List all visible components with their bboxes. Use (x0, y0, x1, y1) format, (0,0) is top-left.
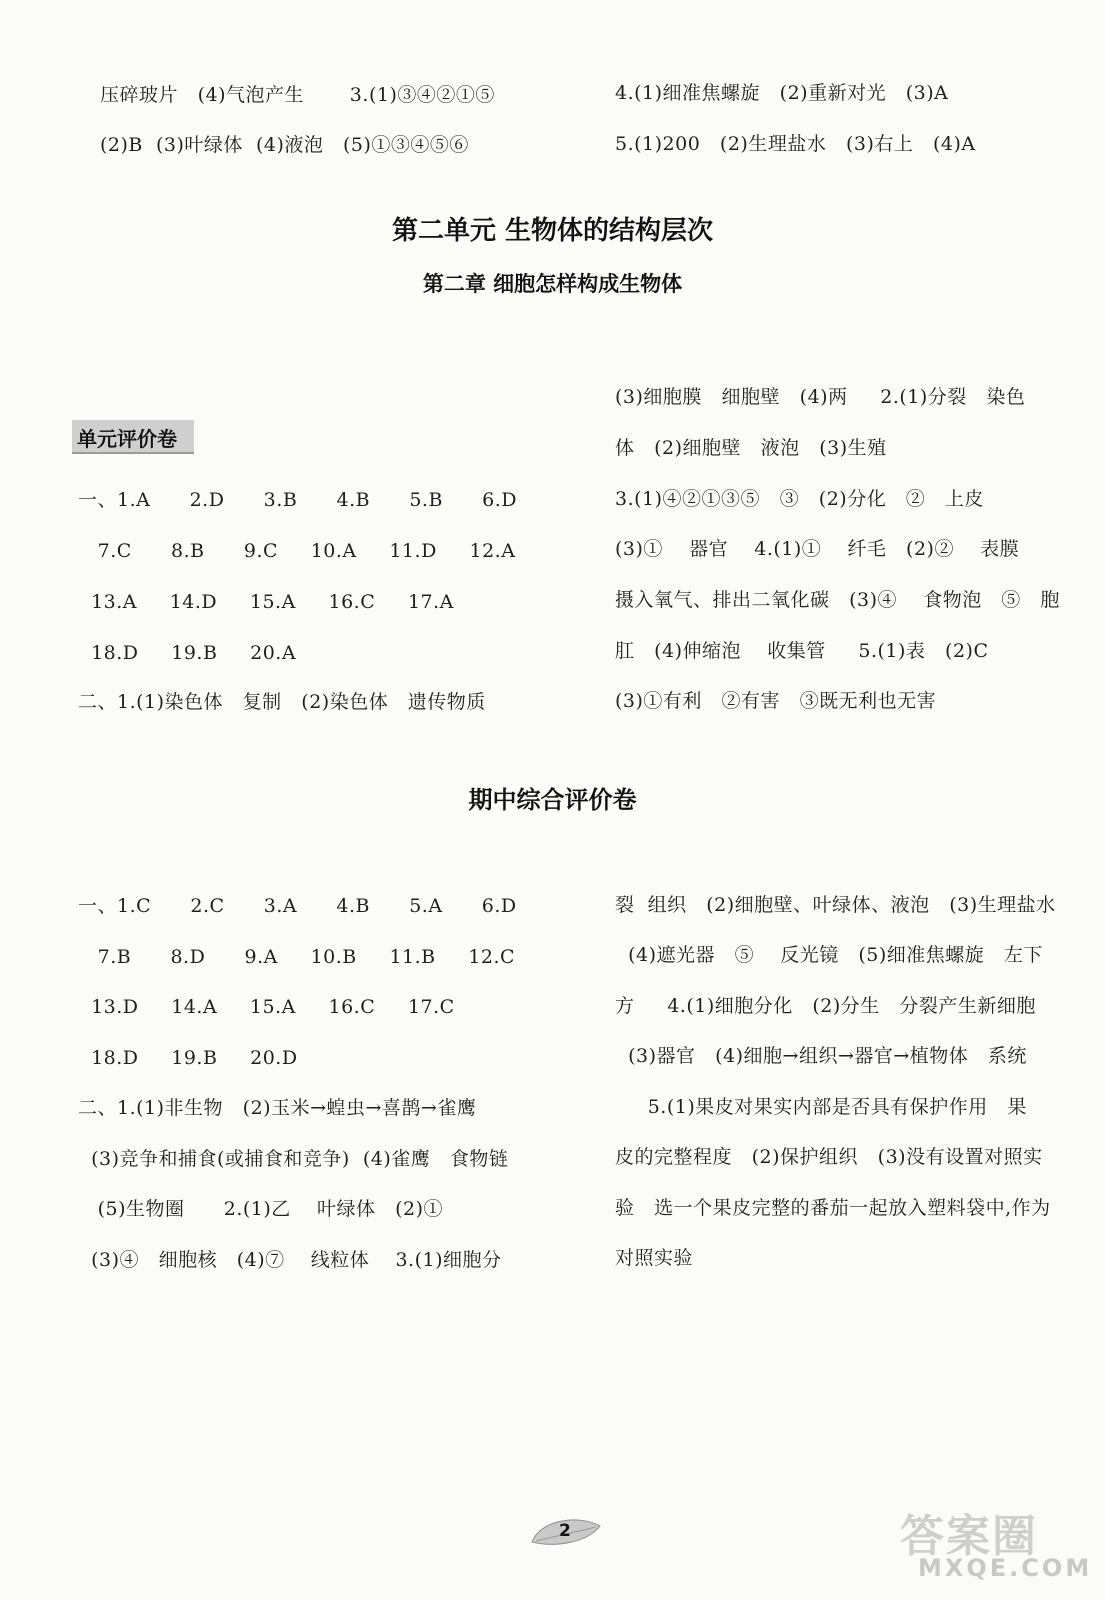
midterm-right-line-2: (4)遮光器 ⑤ 反光镜 (5)细准焦螺旋 左下 (615, 944, 1043, 966)
page-number (526, 1512, 606, 1552)
unit-eval-tag-label: 单元评价卷 (77, 427, 177, 451)
watermark-top-text: 答案圈 (900, 1511, 1038, 1562)
midterm-left-line-2: 7.B 8.D 9.A 10.B 11.B 12.C (78, 946, 516, 968)
unit-eval-right-line-3: 3.(1)④②①③⑤ ③ (2)分化 ② 上皮 (615, 488, 984, 510)
top-right-line-1: 4.(1)细准焦螺旋 (2)重新对光 (3)A (615, 82, 949, 104)
midterm-right-line-8: 对照实验 (615, 1247, 694, 1269)
midterm-right-line-1: 裂 组织 (2)细胞壁、叶绿体、液泡 (3)生理盐水 (615, 894, 1056, 916)
top-left-line-2: (2)B (3)叶绿体 (4)液泡 (5)①③④⑤⑥ (100, 134, 469, 156)
midterm-title: 期中综合评价卷 (468, 786, 637, 814)
midterm-left-line-3: 13.D 14.A 15.A 16.C 17.C (78, 996, 455, 1018)
midterm-right-line-4: (3)器官 (4)细胞→组织→器官→植物体 系统 (615, 1045, 1027, 1067)
unit-eval-right-line-5: 摄入氧气、排出二氧化碳 (3)④ 食物泡 ⑤ 胞 (615, 589, 1060, 611)
watermark-bottom-text: MXQE.COM (918, 1554, 1093, 1582)
top-right-line-2: 5.(1)200 (2)生理盐水 (3)右上 (4)A (615, 133, 976, 155)
midterm-left-line-1: 一、1.C 2.C 3.A 4.B 5.A 6.D (78, 895, 517, 917)
midterm-right-line-3: 方 4.(1)细胞分化 (2)分生 分裂产生新细胞 (615, 995, 1036, 1017)
midterm-left-line-4: 18.D 19.B 20.D (78, 1047, 298, 1069)
midterm-left-line-8: (3)④ 细胞核 (4)⑦ 线粒体 3.(1)细胞分 (78, 1249, 502, 1271)
unit-eval-left-line-5: 二、1.(1)染色体 复制 (2)染色体 遗传物质 (78, 691, 486, 713)
unit-eval-left-line-2: 7.C 8.B 9.C 10.A 11.D 12.A (78, 540, 516, 562)
unit-eval-right-line-4: (3)① 器官 4.(1)① 纤毛 (2)② 表膜 (615, 538, 1020, 560)
chapter-title: 第二章 细胞怎样构成生物体 (422, 272, 683, 296)
midterm-right-line-5: 5.(1)果皮对果实内部是否具有保护作用 果 (615, 1096, 1027, 1118)
midterm-left-line-6: (3)竞争和捕食(或捕食和竞争) (4)雀鹰 食物链 (78, 1148, 509, 1170)
unit-eval-right-line-7: (3)①有利 ②有害 ③既无利也无害 (615, 690, 937, 712)
unit-eval-right-line-1: (3)细胞膜 细胞壁 (4)两 2.(1)分裂 染色 (615, 386, 1026, 408)
unit-title: 第二单元 生物体的结构层次 (391, 216, 714, 246)
unit-eval-tag (72, 420, 194, 454)
page-number-text: 2 (559, 1521, 571, 1541)
midterm-right-line-7: 验 选一个果皮完整的番茄一起放入塑料袋中,作为 (615, 1197, 1051, 1219)
unit-eval-left-line-1: 一、1.A 2.D 3.B 4.B 5.B 6.D (78, 489, 518, 511)
watermark-logo (900, 1500, 1093, 1590)
midterm-left-line-7: (5)生物圈 2.(1)乙 叶绿体 (2)① (78, 1198, 444, 1220)
unit-eval-left-line-4: 18.D 19.B 20.A (78, 642, 297, 664)
top-left-line-1: 压碎玻片 (4)气泡产生 3.(1)③④②①⑤ (100, 84, 495, 106)
unit-eval-right-line-6: 肛 (4)伸缩泡 收集管 5.(1)表 (2)C (615, 640, 989, 662)
midterm-left-line-5: 二、1.(1)非生物 (2)玉米→蝗虫→喜鹊→雀鹰 (78, 1097, 477, 1119)
unit-eval-right-line-2: 体 (2)细胞壁 液泡 (3)生殖 (615, 437, 887, 459)
midterm-right-line-6: 皮的完整程度 (2)保护组织 (3)没有设置对照实 (615, 1146, 1043, 1168)
unit-eval-left-line-3: 13.A 14.D 15.A 16.C 17.A (78, 591, 454, 613)
